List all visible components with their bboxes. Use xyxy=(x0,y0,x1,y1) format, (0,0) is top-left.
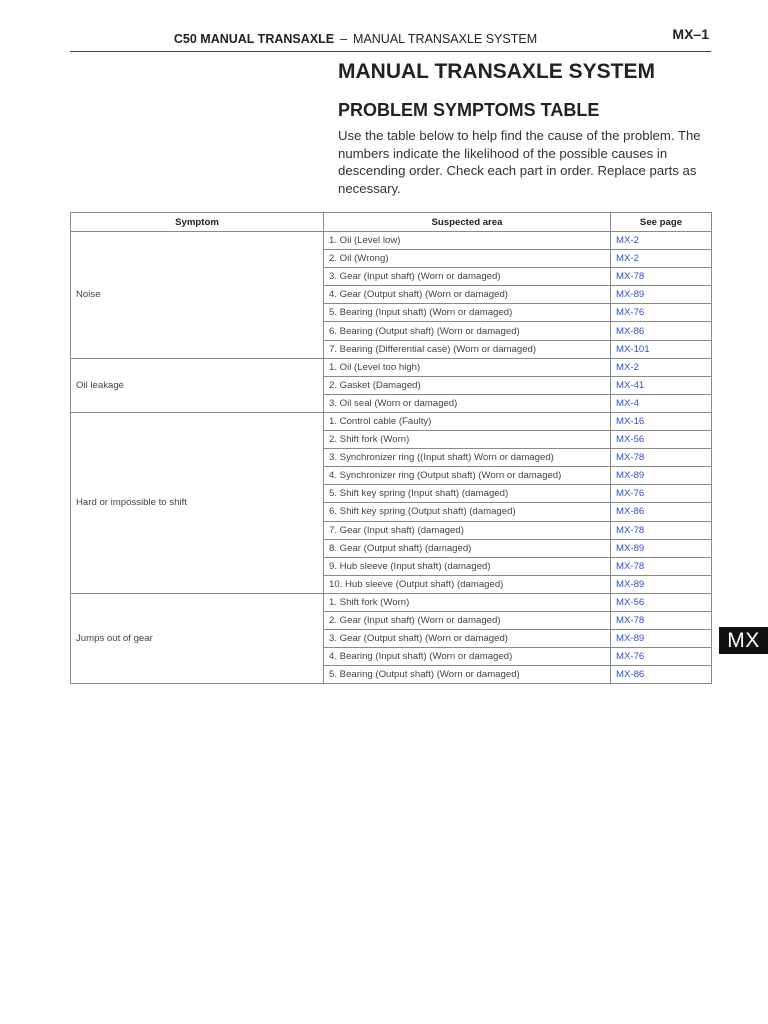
see-page-link[interactable]: MX-78 xyxy=(611,268,712,286)
see-page-link[interactable]: MX-86 xyxy=(611,322,712,340)
see-page-link[interactable]: MX-76 xyxy=(611,304,712,322)
intro-paragraph: Use the table below to help find the cause of the problem. The numbers indicate the likelihood of the possible causes in descending order. Check each part in order. Replace parts as necessary. xyxy=(338,128,701,196)
column-header-symptom: Symptom xyxy=(71,213,324,232)
suspected-area-cell: 8. Gear (Output shaft) (damaged) xyxy=(324,539,611,557)
column-header-see-page: See page xyxy=(611,213,712,232)
suspected-area-cell: 9. Hub sleeve (Input shaft) (damaged) xyxy=(324,557,611,575)
table-header-row xyxy=(71,213,712,232)
problem-symptoms-table xyxy=(70,212,712,684)
suspected-area-cell: 1. Shift fork (Worn) xyxy=(324,593,611,611)
symptom-cell: Jumps out of gear xyxy=(71,593,324,683)
suspected-area-cell: 3. Oil seal (Worn or damaged) xyxy=(324,394,611,412)
suspected-area-cell: 10. Hub sleeve (Output shaft) (damaged) xyxy=(324,575,611,593)
see-page-link[interactable]: MX-89 xyxy=(611,539,712,557)
suspected-area-cell: 3. Gear (Input shaft) (Worn or damaged) xyxy=(324,268,611,286)
see-page-link[interactable]: MX-78 xyxy=(611,449,712,467)
see-page-link[interactable]: MX-101 xyxy=(611,340,712,358)
section-subtitle: PROBLEM SYMPTOMS TABLE xyxy=(338,100,600,120)
header-section xyxy=(70,32,641,46)
see-page-link[interactable]: MX-86 xyxy=(611,666,712,684)
see-page-link[interactable]: MX-78 xyxy=(611,611,712,629)
suspected-area-cell: 2. Gear (Input shaft) (Worn or damaged) xyxy=(324,611,611,629)
suspected-area-cell: 7. Bearing (Differential case) (Worn or damaged) xyxy=(324,340,611,358)
see-page-link[interactable]: MX-56 xyxy=(611,593,712,611)
see-page-link[interactable]: MX-89 xyxy=(611,467,712,485)
see-page-link[interactable]: MX-89 xyxy=(611,286,712,304)
see-page-link[interactable]: MX-2 xyxy=(611,358,712,376)
table-body xyxy=(71,232,712,684)
suspected-area-cell: 2. Shift fork (Worn) xyxy=(324,431,611,449)
suspected-area-cell: 1. Oil (Level too high) xyxy=(324,358,611,376)
header-section-bold: C50 MANUAL TRANSAXLE xyxy=(173,32,335,46)
see-page-link[interactable]: MX-41 xyxy=(611,376,712,394)
table-row xyxy=(71,232,712,250)
suspected-area-cell: 5. Bearing (Output shaft) (Worn or damaged) xyxy=(324,666,611,684)
suspected-area-cell: 6. Shift key spring (Output shaft) (damaged) xyxy=(324,503,611,521)
see-page-link[interactable]: MX-86 xyxy=(611,503,712,521)
see-page-link[interactable]: MX-16 xyxy=(611,412,712,430)
see-page-link[interactable]: MX-56 xyxy=(611,431,712,449)
see-page-link[interactable]: MX-89 xyxy=(611,630,712,648)
see-page-link[interactable]: MX-76 xyxy=(611,485,712,503)
suspected-area-cell: 2. Oil (Wrong) xyxy=(324,250,611,268)
column-header-suspected-area: Suspected area xyxy=(324,213,611,232)
table-row xyxy=(71,358,712,376)
header-separator: – xyxy=(340,32,348,46)
see-page-link[interactable]: MX-4 xyxy=(611,394,712,412)
see-page-link[interactable]: MX-2 xyxy=(611,232,712,250)
see-page-link[interactable]: MX-78 xyxy=(611,557,712,575)
suspected-area-cell: 1. Control cable (Faulty) xyxy=(324,412,611,430)
suspected-area-cell: 4. Synchronizer ring (Output shaft) (Worn or damaged) xyxy=(324,467,611,485)
table-row xyxy=(71,412,712,430)
header-section-title: MANUAL TRANSAXLE SYSTEM xyxy=(353,32,538,46)
see-page-link[interactable]: MX-78 xyxy=(611,521,712,539)
see-page-link[interactable]: MX-76 xyxy=(611,648,712,666)
symptom-cell: Noise xyxy=(71,232,324,359)
see-page-link[interactable]: MX-89 xyxy=(611,575,712,593)
suspected-area-cell: 3. Gear (Output shaft) (Worn or damaged) xyxy=(324,630,611,648)
page-header xyxy=(70,26,711,52)
suspected-area-cell: 7. Gear (Input shaft) (damaged) xyxy=(324,521,611,539)
suspected-area-cell: 6. Bearing (Output shaft) (Worn or damaged) xyxy=(324,322,611,340)
see-page-link[interactable]: MX-2 xyxy=(611,250,712,268)
suspected-area-cell: 3. Synchronizer ring ((Input shaft) Worn or damaged) xyxy=(324,449,611,467)
page-title: MANUAL TRANSAXLE SYSTEM xyxy=(338,60,655,83)
suspected-area-cell: 5. Bearing (Input shaft) (Worn or damaged) xyxy=(324,304,611,322)
symptom-cell: Hard or impossible to shift xyxy=(71,412,324,593)
suspected-area-cell: 5. Shift key spring (Input shaft) (damaged) xyxy=(324,485,611,503)
symptom-cell: Oil leakage xyxy=(71,358,324,412)
table-row xyxy=(71,593,712,611)
suspected-area-cell: 2. Gasket (Damaged) xyxy=(324,376,611,394)
suspected-area-cell: 4. Gear (Output shaft) (Worn or damaged) xyxy=(324,286,611,304)
section-tab-mx: MX xyxy=(719,627,768,654)
suspected-area-cell: 4. Bearing (Input shaft) (Worn or damaged) xyxy=(324,648,611,666)
suspected-area-cell: 1. Oil (Level low) xyxy=(324,232,611,250)
page-number: MX–1 xyxy=(672,26,709,42)
